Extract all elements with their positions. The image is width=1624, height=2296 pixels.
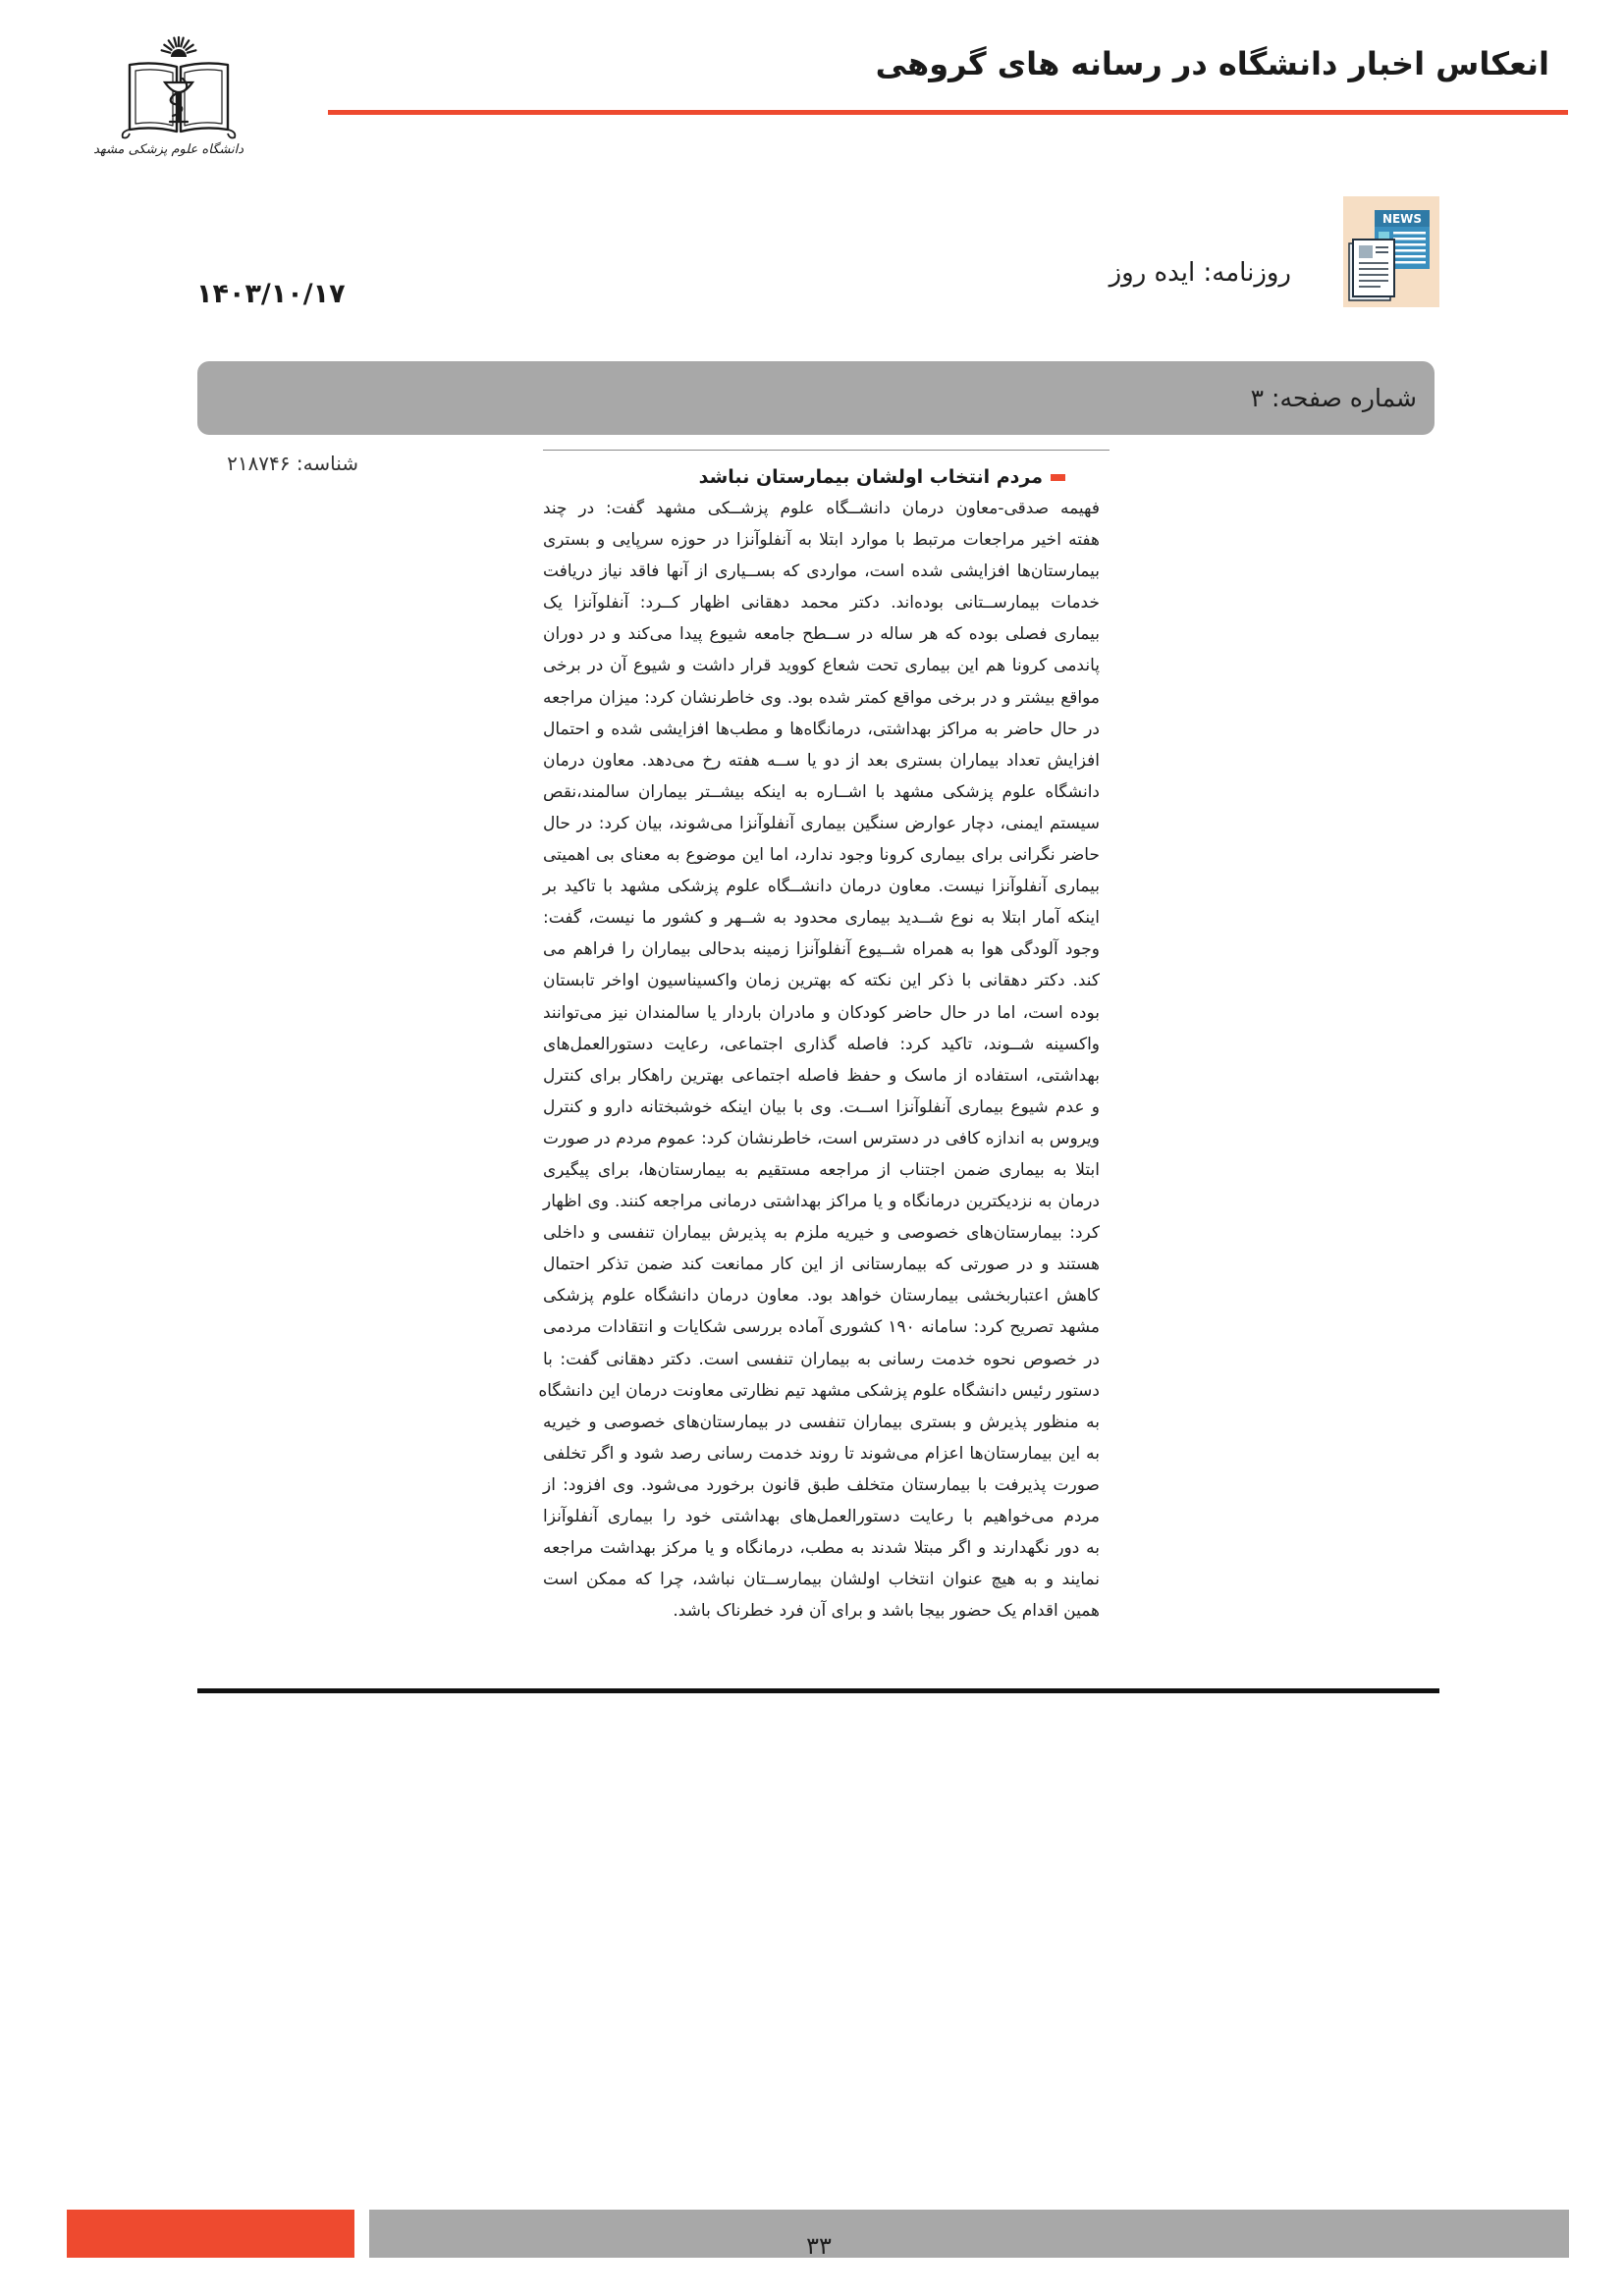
article-line: مشهد تصریح کرد: سامانه ۱۹۰ کشوری آماده بررسی شکایات و انتقادات مردمی (543, 1317, 1100, 1338)
article-line: درمان به نزدیکترین درمانگاه و یا مراکز بهداشتی درمانی مراجعه کنند. وی اظهار (543, 1192, 1100, 1212)
article-line: پاندمی کرونا هم این بیماری تحت شعاع کووید قرار داشت و شیوع آن در برخی (543, 656, 1100, 676)
article-line: در حال حاضر به مراکز بهداشتی، درمانگاه‌ها و مطب‌ها افزایشی شده و احتمال (543, 719, 1100, 739)
page-title: انعکاس اخبار دانشگاه در رسانه های گروهی (875, 45, 1549, 82)
article-line: کرد: بیمارستان‌های خصوصی و خیریه ملزم به پذیرش بیماران تنفسی و داخلی (543, 1223, 1100, 1244)
article-body (538, 493, 1100, 1627)
page-number-label: شماره صفحه: ۳ (1250, 384, 1417, 412)
article-line: بیماری آنفلوآنزا نیست. معاون درمان دانشــگاه علوم پزشکی مشهد با تاکید بر (543, 877, 1100, 897)
article-line: ویروس به اندازه کافی در دسترس است، خاطرنشان کرد: عموم مردم در صورت (543, 1128, 1100, 1148)
section-divider (197, 1688, 1439, 1693)
article-line: خدمات بیمارســتانی بوده‌اند. دکتر محمد دهقانی اظهار کــرد: آنفلوآنزا یک (543, 593, 1100, 614)
article-line: به این بیمارستان‌ها اعزام می‌شوند تا روند خدمت رسانی رصد شود و اگر تخلفی (543, 1443, 1100, 1464)
news-icon-label: NEWS (1381, 212, 1423, 226)
article-line: کند. دکتر دهقانی با ذکر این نکته که بهترین زمان واکسیناسیون اواخر تابستان (543, 971, 1100, 991)
article-line: کاهش اعتباربخشی بیمارستان خواهد بود. معاون درمان دانشگاه علوم پزشکی (543, 1286, 1100, 1307)
article-line: هستند و در صورتی که بیمارستانی از این کار ممانعت کند ضمن تذکر احتمال (543, 1255, 1100, 1275)
article-line: مردم می‌خواهیم با رعایت دستورالعمل‌های بهداشتی خود را بیماری آنفلوآنزا (543, 1507, 1100, 1526)
article-line: هفته اخیر مراجعات مرتبط با موارد ابتلا به آنفلوآنزا در حوزه سرپایی و بستری (543, 530, 1100, 551)
article-line: به دور نگهدارند و اگر مبتلا شدند به مطب، درمانگاه و یا مرکز بهداشت مراجعه (543, 1538, 1100, 1559)
sun-disc (171, 49, 187, 57)
chalice-snake-icon (165, 79, 192, 122)
article-line: دانشگاه علوم پزشکی مشهد با اشــاره به اینکه بیشــتر بیماران سالمند،نقص (543, 781, 1100, 802)
article-line: و عدم شیوع بیماری آنفلوآنزا اســت. وی با بیان اینکه خوشبختانه دارو و کنترل (543, 1096, 1100, 1117)
page-number-bar (197, 361, 1435, 435)
footer-bar (369, 2210, 1569, 2258)
article-line: به منظور پذیرش و بستری بیماران تنفسی در بیمارستان‌های خصوصی و خیریه (543, 1412, 1100, 1432)
article-headline: مردم انتخاب اولشان بیمارستان نباشد (698, 466, 1043, 488)
article-line: افزایش تعداد بیماران بستری بعد از دو یا ســه هفته رخ می‌دهد. معاون درمان (543, 750, 1100, 771)
article-line: بیمارستان‌ها افزایشی شده است، مواردی که بســیاری از آنها فاقد نیاز دریافت (543, 561, 1100, 582)
logo-caption: دانشگاه علوم پزشکی مشهد (93, 142, 244, 157)
newspaper-name: روزنامه: ایده روز (1109, 258, 1291, 288)
article-line: اینکه آمار ابتلا به نوع شــدید بیماری محدود به شــهر و کشور ما نیست، گفت: (543, 908, 1100, 929)
clipping-top-rule (543, 450, 1110, 451)
article-line: واکسینه شــوند، تاکید کرد: فاصله گذاری اجتماعی، رعایت دستورالعمل‌های (543, 1034, 1100, 1054)
article-line: نمایند و به هیچ عنوان انتخاب اولشان بیمارســتان نباشد، چرا که ممکن است (543, 1570, 1100, 1590)
document-id: شناسه: ۲۱۸۷۴۶ (227, 452, 358, 475)
article-line: فهیمه صدقی-معاون درمان دانشــگاه علوم پزشــکی مشهد گفت: در چند (543, 499, 1100, 518)
newspaper-icon (1343, 196, 1439, 307)
headline-marker (1051, 474, 1065, 481)
university-emblem-icon (114, 33, 244, 139)
article-line: وجود آلودگی هوا به همراه شــیوع آنفلوآنزا زمینه بدحالی بیماران را فراهم می (543, 939, 1100, 960)
article-line: بهداشتی، استفاده از ماسک و حفظ فاصله اجتماعی بهترین راهکار برای کنترل (543, 1065, 1100, 1086)
article-line: بوده است، اما در حال حاضر کودکان و مادران باردار یا سالمندان نیز می‌توانند (543, 1002, 1100, 1023)
article-line: مواقع بیشتر و در برخی مواقع کمتر شده بود. وی خاطرنشان کرد: میزان مراجعه (543, 687, 1100, 708)
university-logo (93, 33, 244, 167)
footer-page-number: ۳۳ (806, 2232, 832, 2260)
header-divider (328, 110, 1568, 115)
article-line: حاضر نگرانی برای بیماری کرونا وجود ندارد، اما این موضوع به معنای بی اهمیتی (543, 845, 1100, 866)
article-line: سیستم ایمنی، دچار عوارض سنگین بیماری آنفلوآنزا می‌شوند، بیان کرد: در حال (543, 813, 1100, 833)
article-line: همین اقدام یک حضور بیجا باشد و برای آن فرد خطرناک باشد. (673, 1601, 1100, 1622)
footer-accent-bar (67, 2210, 354, 2258)
article-line: بیماری فصلی بوده که هر ساله در ســطح جامعه شیوع پیدا می‌کند و در دوران (543, 624, 1100, 645)
article-line: در خصوص نحوه خدمت رسانی به بیماران تنفسی است. دکتر دهقانی گفت: با (543, 1349, 1100, 1369)
article-line: صورت پذیرفت با بیمارستان متخلف طبق قانون برخورد می‌شود. وی افزود: از (543, 1474, 1100, 1495)
article-line: ابتلا به بیماری ضمن اجتناب از مراجعه مستقیم به بیمارستان‌ها، برای پیگیری (543, 1159, 1100, 1180)
publication-date: ۱۴۰۳/۱۰/۱۷ (196, 279, 346, 309)
article-line: دستور رئیس دانشگاه علوم پزشکی مشهد تیم نظارتی معاونت درمان این دانشگاه (538, 1380, 1100, 1401)
